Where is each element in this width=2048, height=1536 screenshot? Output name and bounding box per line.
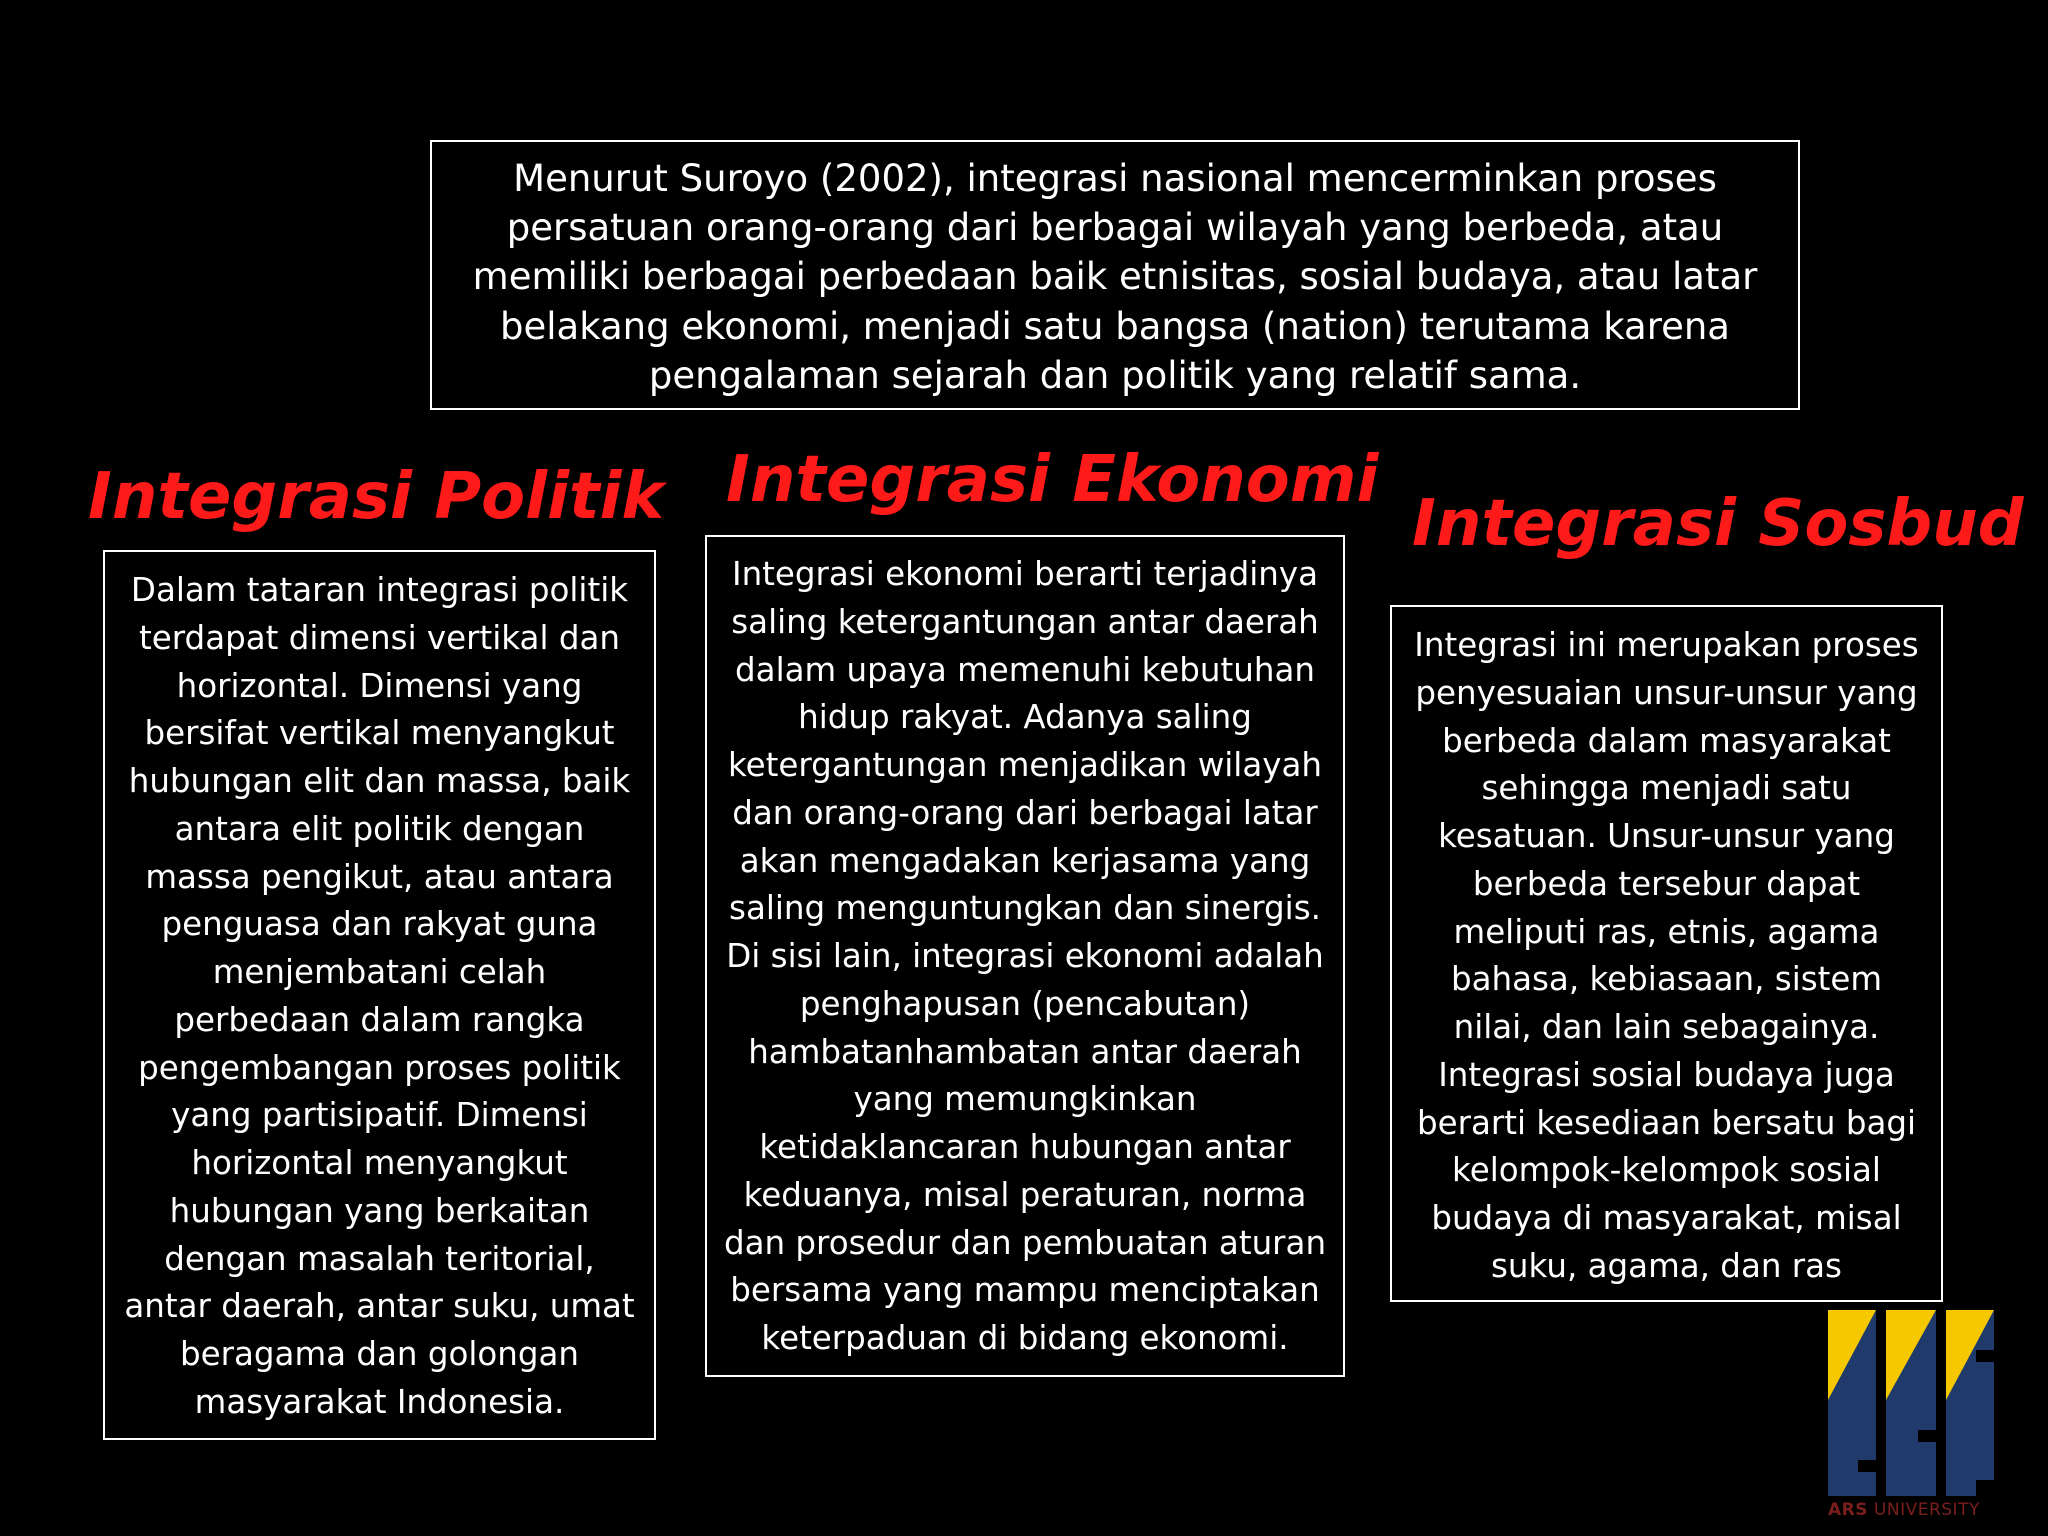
ars-university-logo-icon bbox=[1828, 1310, 1994, 1496]
sosbud-body-text: Integrasi ini merupakan proses penyesuaian unsur-unsur yang berbeda dalam masyarakat sehingga menjadi satu kesatuan. Unsur-unsur yang berbeda tersebur dapat meliputi ras, etnis, agama bahasa, kebiasaan, sistem nilai, dan lain sebagainya. Integrasi sosial budaya juga berarti kesediaan bersatu bagi kelompok-kelompok sosial budaya di masyarakat, misal suku, agama, dan ras bbox=[1414, 626, 1919, 1285]
politik-body-text: Dalam tataran integrasi politik terdapat dimensi vertikal dan horizontal. Dimensi yang bersifat vertikal menyangkut hubungan elit dan massa, baik antara elit politik dengan massa pengikut, atau antara penguasa dan rakyat guna menjembatani celah perbedaan dalam rangka pengembangan proses politik yang partisipatif. Dimensi horizontal menyangkut hubungan yang berkaitan dengan masalah teritorial, antar daerah, antar suku, umat beragama dan golongan masyarakat Indonesia. bbox=[124, 571, 635, 1422]
heading-integrasi-ekonomi: Integrasi Ekonomi bbox=[726, 443, 1379, 517]
ekonomi-body-text: Integrasi ekonomi berarti terjadinya saling ketergantungan antar daerah dalam upaya memenuhi kebutuhan hidup rakyat. Adanya saling ketergantungan menjadikan wilayah dan orang-orang dari berbagai latar akan mengadakan kerjasama yang saling menguntungkan dan sinergis. Di sisi lain, integrasi ekonomi adalah penghapusan (pencabutan) hambatanhambatan antar daerah yang memungkinkan ketidaklancaran hubungan antar keduanya, misal peraturan, norma dan prosedur dan pembuatan aturan bersama yang mampu menciptakan keterpaduan di bidang ekonomi. bbox=[723, 555, 1327, 1358]
heading-integrasi-sosbud: Integrasi Sosbud bbox=[1412, 487, 2024, 561]
sosbud-description-box bbox=[1390, 605, 1943, 1302]
intro-quote-box bbox=[430, 140, 1800, 410]
politik-description-box bbox=[103, 550, 656, 1440]
intro-text: Menurut Suroyo (2002), integrasi nasional mencerminkan proses persatuan orang-orang dari berbagai wilayah yang berbeda, atau memiliki berbagai perbedaan baik etnisitas, sosial budaya, atau latar belakang ekonomi, menjadi satu bangsa (nation) terutama karena pengalaman sejarah dan politik yang relatif sama. bbox=[472, 157, 1758, 397]
logo-brand: ARS bbox=[1828, 1500, 1868, 1520]
ekonomi-description-box bbox=[705, 535, 1345, 1377]
heading-integrasi-politik: Integrasi Politik bbox=[88, 460, 665, 534]
logo-suffix: UNIVERSITY bbox=[1873, 1500, 1980, 1520]
logo-caption bbox=[1828, 1500, 1998, 1520]
